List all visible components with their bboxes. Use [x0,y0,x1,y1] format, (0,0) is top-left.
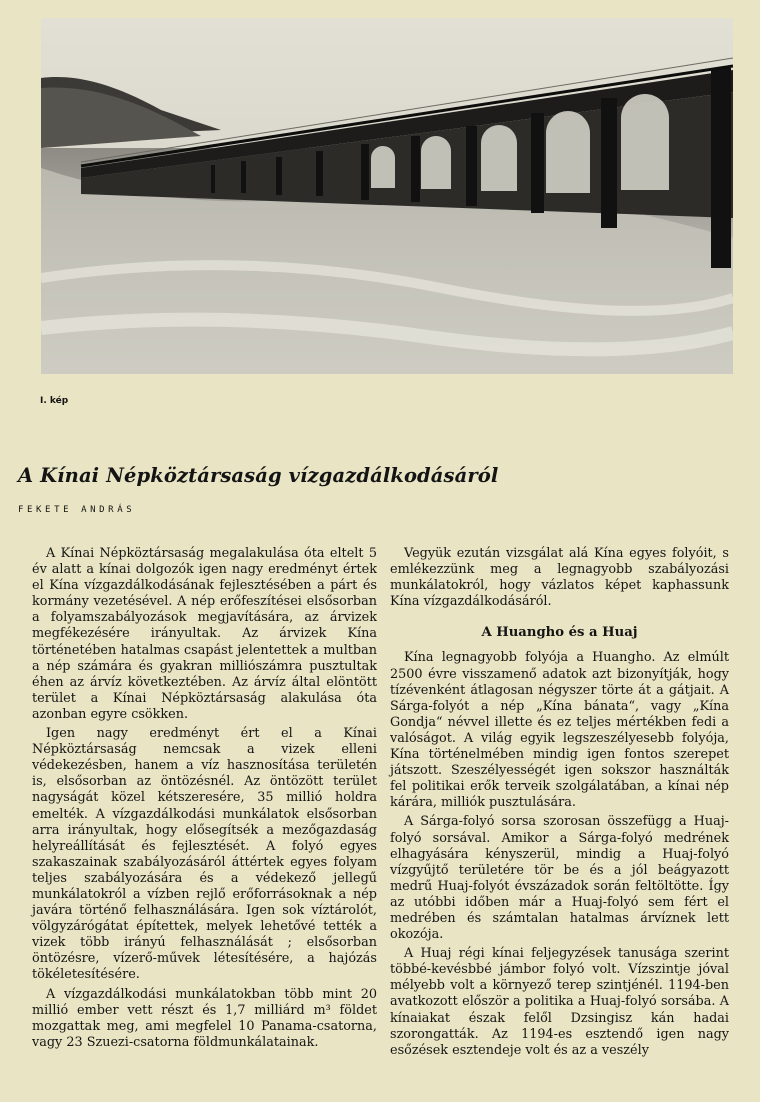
article-title: A Kínai Népköztársaság vízgazdálkodásáról [18,464,499,487]
paragraph: A Sárga-folyó sorsa szorosan összefügg a Huaj-folyó sorsával. Amikor a Sárga-folyó medrének elhagyására kényszerül, mindig a Huaj-folyó vízgyűjtő területére tör be és a jól beágyazott medrű Huaj-folyót évszázadok során feltöltötte. Így az utóbbi időben már a Huaj-folyó sem fért el medrében és számtalan hatalmas árvíznek lett okozója. [390,814,729,943]
paragraph: A vízgazdálkodási munkálatokban több mint 20 millió ember vett részt és 1,7 milliárd m³ földet mozgattak meg, ami megfelel 10 Panama-csatorna, vagy 23 Szuezi-csatorna földmunkálatainak. [32,986,377,1050]
right-column [390,546,729,1062]
dam-photo [41,18,733,374]
paragraph: A Huaj régi kínai feljegyzések tanusága szerint többé-kevésbbé jámbor folyó volt. Vízszintje jóval mélyebb volt a környező terep szintjénél. 1194-ben avatkozott először a politika a Huaj-folyó sorsába. A kínaiakat észak felől Dzsingisz kán hadai szorongatták. Az 1194-es esztendő igen nagy esőzések esztendeje volt és az a veszély [390,946,729,1058]
paragraph-intro: Vegyük ezután vizsgálat alá Kína egyes folyóit, s emlékezzünk meg a legnagyobb szabályozási munkálatokról, hogy vázlatos képet kaphassunk Kína vízgazdálkodásáról. [390,546,729,610]
article-author: FEKETE ANDRÁS [18,505,136,515]
paragraph: Igen nagy eredményt ért el a Kínai Népköztársaság nemcsak a vizek elleni védekezésben, hanem a víz hasznosítása területén is, elsősorban az öntözésnél. Az öntözött terület nagyságát közel kétszeresére, 35 millió holdra emelték. A vízgazdálkodási munkálatok elsősorban arra irányultak, hogy elősegítsék a mezőgazdaság helyreállítását és fejlesztését. A folyó egyes szakaszainak szabályozásáról áttértek egyes folyam teljes szabályozására és a védekező jellegű munkálatokról a vízben rejlő erőforrásoknak a nép javára történő felhasználására. Igen sok víztárolót, völgyzárógátat építettek, melyek lehetővé tették a vizek több irányú felhasználását ; elsősorban öntözésre, vízerő-művek létesítésére, a hajózás tökéletesítésére. [32,726,377,983]
left-column [32,546,377,1054]
paragraph: Kína legnagyobb folyója a Huangho. Az elmúlt 2500 évre visszamenő adatok azt bizonyítják, hogy tízévenként átlagosan négyszer törte át a gátjait. A Sárga-folyót a nép „Kína bánata“, vagy „Kína Gondja“ névvel illette és ez teljes mértékben fedi a valóságot. A világ egyik legszeszélyesebb folyója, Kína történelmében mindig igen fontos szerepet játszott. Szeszélyességét igen sokszor használták fel politikai erők terveik szolgálatában, a kínai nép kárára, milliók pusztulására. [390,650,729,811]
dam-illustration [41,18,733,374]
paragraph: A Kínai Népköztársaság megalakulása óta eltelt 5 év alatt a kínai dolgozók igen nagy eredményt értek el Kína vízgazdálkodásának fejlesztésében a párt és kormány vezetésével. A nép erőfeszítései elsősorban a folyamszabályozások megjavítására, az árvizek megfékezésére irányultak. Az árvizek Kína történetében hatalmas csapást jelentettek a multban a nép számára és gyakran milliószámra pusztultak éhen az árvíz következtében. Az árvíz által elöntött terület a Kínai Népköztársaság alakulása óta azonban egyre csökken. [32,546,377,722]
section-heading: A Huangho és a Huaj [481,625,638,641]
figure-caption: I. kép [40,396,69,406]
